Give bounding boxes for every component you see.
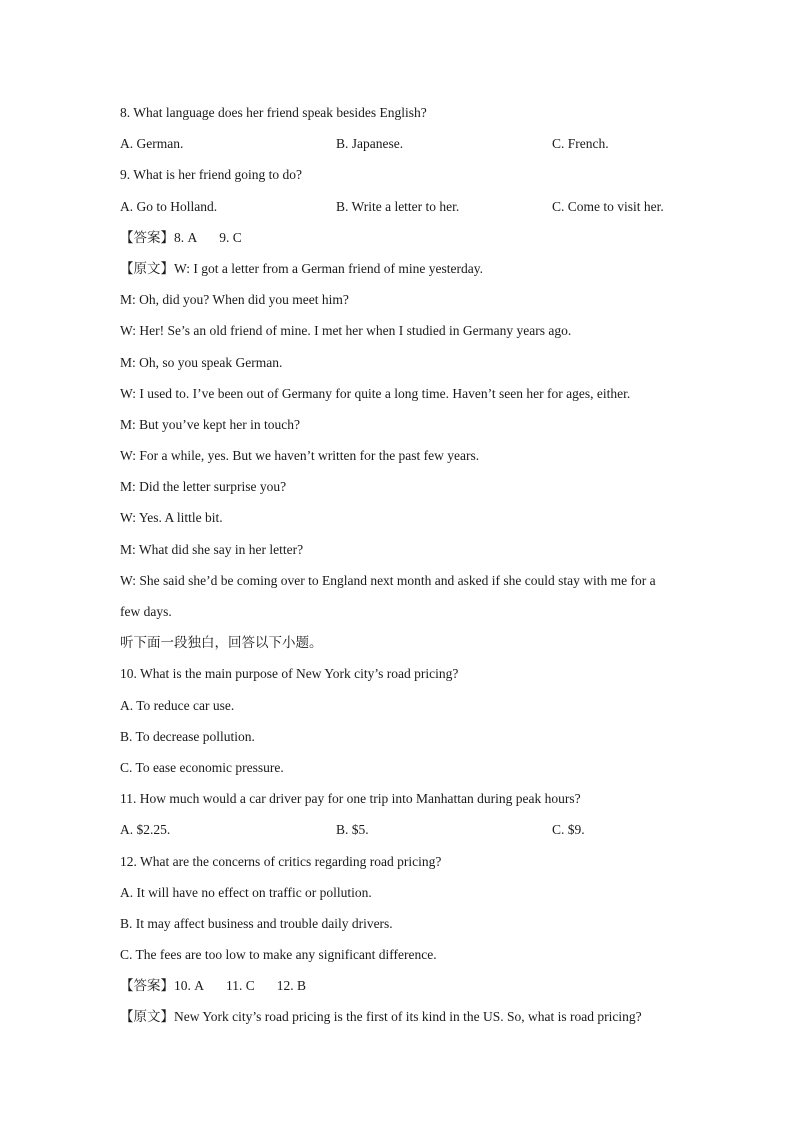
option-b: B. $5.	[336, 822, 369, 838]
transcript-line: M: Did the letter surprise you?	[120, 479, 287, 495]
option-b: B. Write a letter to her.	[336, 198, 460, 214]
question-10: 10. What is the main purpose of New York city’s road pricing?	[120, 666, 459, 682]
answer-key-1	[120, 227, 680, 258]
answer-item: 10. A	[174, 978, 204, 994]
option-a: A. To reduce car use.	[120, 697, 235, 713]
transcript-line: few days.	[120, 604, 172, 619]
transcript-line: M: Oh, so you speak German.	[120, 354, 283, 370]
transcript-line: W: For a while, yes. But we haven’t written for the past few years.	[120, 448, 480, 464]
option-a: A. Go to Holland.	[120, 198, 218, 214]
transcript-line: M: Oh, did you? When did you meet him?	[120, 292, 349, 308]
question-9: 9. What is her friend going to do?	[120, 167, 302, 183]
answer-item: 9. C	[219, 229, 242, 245]
transcript-label: 【原文】	[120, 1009, 174, 1025]
option-c: C. Come to visit her.	[552, 198, 664, 214]
transcript-1-first: 【原文】W: I got a letter from a German friend of mine yesterday.	[120, 260, 483, 276]
question-12: 12. What are the concerns of critics regarding road pricing?	[120, 853, 442, 869]
transcript-line: M: What did she say in her letter?	[120, 541, 304, 557]
question-11-options	[120, 819, 680, 850]
question-9-options	[120, 196, 680, 227]
option-b: B. To decrease pollution.	[120, 728, 255, 744]
section-instruction: 听下面一段独白，回答以下小题。	[120, 635, 323, 651]
transcript-line: W: She said she’d be coming over to England next month and asked if she could stay with me for a	[120, 572, 656, 588]
answer-item: 11. C	[226, 978, 255, 994]
option-a: A. It will have no effect on traffic or pollution.	[120, 884, 372, 900]
answer-label: 【答案】	[120, 978, 174, 994]
answer-item: 8. A	[174, 229, 198, 245]
option-c: C. To ease economic pressure.	[120, 759, 284, 775]
transcript-line: M: But you’ve kept her in touch?	[120, 416, 300, 432]
answer-item: 12. B	[276, 978, 307, 994]
option-b: B. Japanese.	[336, 136, 404, 152]
option-b: B. It may affect business and trouble daily drivers.	[120, 915, 393, 931]
transcript-line: W: Yes. A little bit.	[120, 510, 223, 526]
transcript-line: W: I used to. I’ve been out of Germany for quite a long time. Haven’t seen her for ages, either.	[120, 385, 631, 401]
question-11: 11. How much would a car driver pay for one trip into Manhattan during peak hours?	[120, 791, 581, 807]
document-page	[120, 102, 680, 1038]
transcript-2-first: 【原文】New York city’s road pricing is the first of its kind in the US. So, what is road pricing?	[120, 1009, 642, 1025]
option-c: C. The fees are too low to make any significant difference.	[120, 947, 437, 963]
option-c: C. French.	[552, 136, 609, 152]
answer-key-2	[120, 975, 680, 1006]
answer-label: 【答案】	[120, 229, 174, 245]
question-8-options	[120, 133, 680, 164]
transcript-label: 【原文】	[120, 260, 174, 276]
option-a: A. German.	[120, 136, 184, 152]
option-a: A. $2.25.	[120, 822, 171, 838]
transcript-line: W: Her! Se’s an old friend of mine. I met her when I studied in Germany years ago.	[120, 323, 572, 339]
question-8: 8. What language does her friend speak besides English?	[120, 105, 427, 120]
option-c: C. $9.	[552, 822, 585, 838]
